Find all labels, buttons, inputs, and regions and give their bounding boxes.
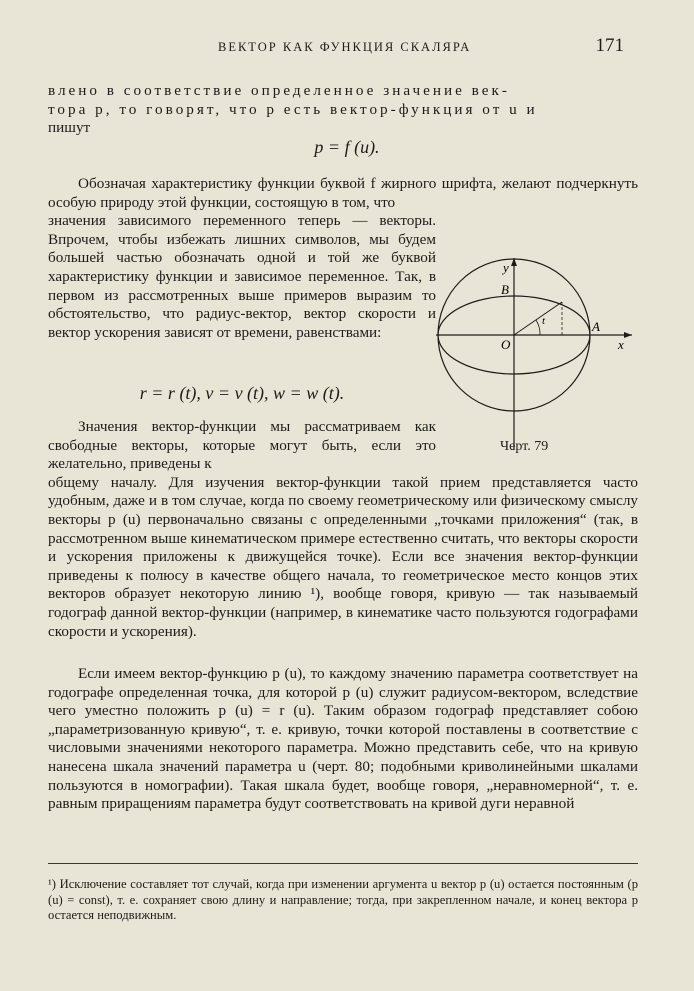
text-line: тора p, то говорят, что p есть вектор-функция от u и [48, 100, 538, 118]
label-o: O [501, 337, 511, 352]
label-t: t [542, 315, 546, 327]
label-y: y [503, 260, 509, 275]
formula-p-f-u: p = f (u). [314, 137, 380, 157]
page-number: 171 [595, 35, 624, 56]
paragraph-wrapped: значения зависимого переменного теперь — векторы. Впрочем, чтобы избежать лишних символов, мы будем большей частью обозначать одной и той же буквой характеристику функции и зависимое переменное. Так, в первом из рассмотренных выше примеров выразим то обстоятельство, что радиус-вектор, вектор скорости и вектор ускорения зависят от времени, равенствами: [48, 212, 436, 341]
angle-arc [536, 320, 540, 335]
running-title: ВЕКТОР КАК ФУНКЦИЯ СКАЛЯРА [218, 40, 472, 54]
formula-r-v-w: r = r (t), v = v (t), w = w (t). [139, 383, 345, 403]
label-x: x [618, 337, 624, 352]
page-header [0, 35, 694, 62]
label-a: A [592, 319, 600, 334]
paragraph-continuation [48, 82, 638, 138]
radius-line [514, 302, 562, 335]
paragraph-full-width: Если имеем вектор-функцию p (u), то каждому значению параметра соответствует на годографе определенная точка, для которой p (u) служит радиусом-вектором, вследствие чего уместно положить p (u) = r (u). Таким образом годограф представляет собою „параметризованную кривую“, т. е. кривую, точки которой поставлены в соответствие с числовыми значениями некоторого параметра. Можно представить себе, что на кривую нанесена шкала значений параметра u (черт. 80; подобными криволинейными шкалами пользуются в номографии). Такая шкала будет, вообще говоря, „неравномерной“, т. е. равным приращениям параметра будут соответствовать на кривой дуги неравной [48, 665, 638, 813]
paragraph-full-width: общему началу. Для изучения вектор-функции такой прием представляется часто удобным, даже и в том случае, когда по своему геометрическому или физическому смыслу векторы p (u) первоначально связаны с определенными „точками приложения“ (так, в рассмотренном выше кинематическом примере естественно считать, что векторы скорости и ускорения приложены к движущейся точке). Если все значения вектор-функции приведены к полюсу в качестве общего начала, то геометрическое место концов этих векторов образует некоторую линию ¹), вообще говоря, кривую — так называемый годограф данной вектор-функции (например, в кинематике часто пользуются годографами скорости и ускорения). [48, 473, 638, 640]
figure-caption: Черт. 79 [500, 439, 549, 454]
paragraph-full-width: Обозначая характеристику функции буквой f жирного шрифта, желают подчеркнуть особую природу этой функции, состоящую в том, что [48, 175, 638, 211]
footnote-divider [48, 863, 638, 864]
x-axis-arrow [624, 332, 632, 338]
paragraph-free-vectors [48, 418, 638, 641]
footnote: ¹) Исключение составляет тот случай, когда при изменении аргумента u вектор p (u) остается постоянным (p (u) = const), т. е. сохраняет свою длину и направление; тогда, при закрепленном начале, и конец вектора p остается неподвижным. [48, 877, 638, 922]
text-line: пишут [48, 119, 91, 137]
text-line: влено в соответствие определенное значение век- [48, 82, 510, 99]
paragraph-hodograph [48, 665, 638, 814]
label-b: B [501, 282, 509, 297]
paragraph-wrapped: Значения вектор-функции мы рассматриваем как свободные векторы, которые могут быть, если это желательно, приведены к [48, 418, 436, 473]
